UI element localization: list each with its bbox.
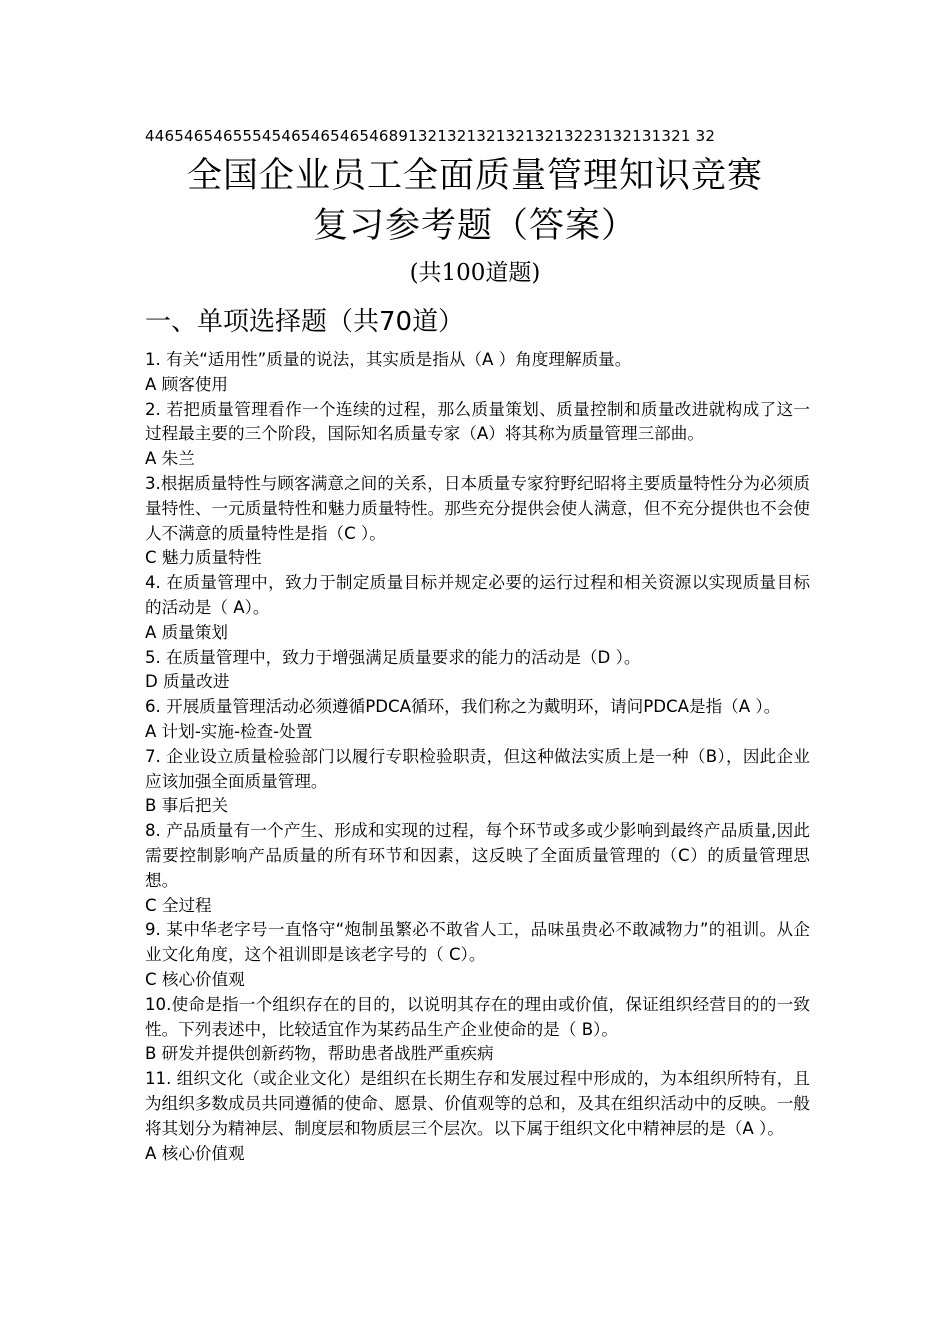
answer-text: D 质量改进: [145, 672, 230, 692]
section-heading: 一、单项选择题（共70道）: [145, 307, 465, 337]
answer-text: C 核心价值观: [145, 969, 245, 989]
question-text: 10.使命是指一个组织存在的目的，以说明其存在的理由或价值，保证组织经营目的的一致性。下列表述中，比较适宜作为某药品生产企业使命的是（ B）。: [145, 994, 810, 1039]
answer-text: B 事后把关: [145, 796, 229, 816]
question-text: 2. 若把质量管理看作一个连续的过程，那么质量策划、质量控制和质量改进就构成了这一过程最主要的三个阶段，国际知名质量专家（A）将其称为质量管理三部曲。: [145, 399, 810, 444]
question-text: 8. 产品质量有一个产生、形成和实现的过程，每个环节或多或少影响到最终产品质量,因此需要控制影响产品质量的所有环节和因素，这反映了全面质量管理的（C）的质量管理思想。: [145, 821, 810, 890]
answer-text: C 全过程: [145, 895, 212, 915]
answer-text: A 朱兰: [145, 449, 195, 469]
question-text: 11. 组织文化（或企业文化）是组织在长期生存和发展过程中形成的，为本组织所特有，且为组织多数成员共同遵循的使命、愿景、价值观等的总和，及其在组织活动中的反映。一般将其划分为精神层、制度层和物质层三个层次。以下属于组织文化中精神层的是（A ）。: [145, 1069, 810, 1138]
question-text: 9. 某中华老字号一直恪守“炮制虽繁必不敢省人工，品味虽贵必不敢减物力”的祖训。从企业文化角度，这个祖训即是该老字号的（ C）。: [145, 920, 810, 965]
question-list: [145, 348, 810, 1166]
answer-text: A 核心价值观: [145, 1143, 245, 1163]
header-code: 44654654655545465465465468913213213213213213223132131321 32: [145, 127, 716, 145]
document-subtitle: (共100道题): [409, 260, 541, 286]
question-text: 4. 在质量管理中，致力于制定质量目标并规定必要的运行过程和相关资源以实现质量目标的活动是（ A）。: [145, 573, 810, 617]
answer-text: A 质量策划: [145, 622, 229, 642]
question-text: 3.根据质量特性与顾客满意之间的关系，日本质量专家狩野纪昭将主要质量特性分为必须质量特性、一元质量特性和魅力质量特性。那些充分提供会使人满意，但不充分提供也不会使人不满意的质量特性是指（C ）。: [145, 473, 810, 543]
answer-text: C 魅力质量特性: [145, 548, 262, 568]
question-text: 1. 有关“适用性”质量的说法，其实质是指从（A ）角度理解质量。: [145, 350, 632, 369]
answer-text: A 顾客使用: [145, 374, 229, 394]
question-text: 7. 企业设立质量检验部门以履行专职检验职责，但这种做法实质上是一种（B），因此企业应该加强全面质量管理。: [145, 746, 810, 791]
question-text: 5. 在质量管理中，致力于增强满足质量要求的能力的活动是（D ）。: [145, 647, 641, 667]
answer-text: A 计划-实施-检查-处置: [145, 721, 313, 741]
document-title-line1: 全国企业员工全面质量管理知识竞赛: [186, 156, 763, 196]
document-title-line2: 复习参考题（答案）: [312, 206, 637, 246]
answer-text: B 研发并提供创新药物，帮助患者战胜严重疾病: [145, 1044, 494, 1064]
question-text: 6. 开展质量管理活动必须遵循PDCA循环，我们称之为戴明环，请问PDCA是指（A ）。: [145, 697, 781, 717]
